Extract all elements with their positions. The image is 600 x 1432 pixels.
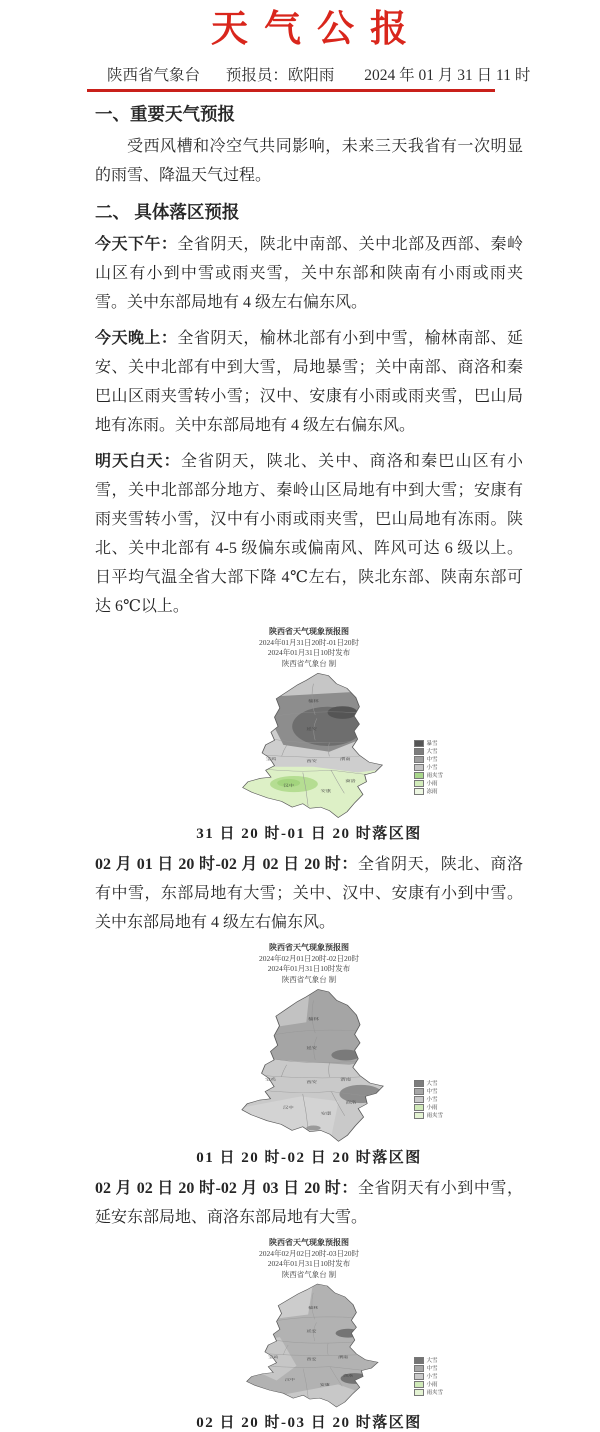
map3-header [95, 1238, 523, 1280]
legend-item [414, 1104, 443, 1111]
legend-label: 小雪 [426, 1096, 438, 1103]
legend-swatch [414, 1088, 424, 1095]
city-label: 榆林 [308, 1016, 319, 1021]
legend-item [414, 1381, 443, 1388]
section1-body: 受西风槽和冷空气共同影响，未来三天我省有一次明显的雨雪、降温天气过程。 [95, 138, 523, 184]
map2-legend [414, 1080, 443, 1119]
legend-item [414, 748, 443, 755]
legend-swatch [414, 1389, 424, 1396]
legend-item [414, 756, 443, 763]
city-label: 安康 [320, 789, 332, 793]
legend-swatch [414, 1112, 424, 1119]
forecaster-name: 预报员：欧阳雨 [225, 67, 335, 84]
legend-swatch [414, 780, 424, 787]
shaanxi-map-2 [224, 987, 394, 1145]
map2-credit: 陕西省气象台 制 [281, 974, 337, 984]
legend-swatch [414, 1357, 424, 1364]
city-label: 西安 [306, 1356, 317, 1361]
map2-title: 陕西省天气现象预报图 [269, 943, 349, 952]
map1-header [95, 627, 523, 669]
city-label: 安康 [320, 1111, 332, 1116]
forecast-paragraph-tonight [95, 324, 523, 440]
city-label: 商洛 [343, 1373, 354, 1378]
shaanxi-map-1 [225, 671, 393, 821]
legend-label: 大雪 [426, 1080, 438, 1087]
legend-swatch [414, 748, 424, 755]
legend-swatch [414, 1104, 424, 1111]
issue-datetime: 2024 年 01 月 31 日 11 时 [364, 67, 531, 84]
city-label: 渭南 [339, 756, 351, 761]
map1-title: 陕西省天气现象预报图 [269, 627, 349, 636]
weather-map-figure-1 [95, 627, 523, 843]
legend-swatch [414, 740, 424, 747]
paragraph-text: 全省阴天，陕北、关中、商洛和秦巴山区有小雪，关中北部部分地方、秦岭山区局地有中到大雪；安康有雨夹雪转小雪，汉中有小雨或雨夹雪，巴山局地有冻雨。陕北、关中北部有 4-5 级偏东或偏南风、阵风可达 6 级以上。日平均气温全省大部下降 4℃左右，陕北东部、陕南东部可达 6℃以上。 [95, 453, 523, 615]
legend-swatch [414, 764, 424, 771]
paragraph-text: 全省阴天有小到中雪，延安东部局地、商洛东部局地有大雪。 [95, 1180, 523, 1226]
map3-caption: 02 日 20 时-03 日 20 时落区图 [196, 1415, 422, 1431]
map1-credit: 陕西省气象台 制 [281, 658, 337, 668]
paragraph-lead: 明天白天： [95, 453, 181, 470]
city-label: 汉中 [283, 783, 294, 788]
paragraph-text: 全省阴天，陕北中南部、关中北部及西部、秦岭山区有小到中雪或雨夹雪，关中东部和陕南有小雨或雨夹雪。关中东部局地有 4 级左右偏东风。 [95, 236, 523, 311]
section1-heading: 一、重要天气预报 [95, 104, 235, 124]
legend-item [414, 1088, 443, 1095]
paragraph-text: 全省阴天，陕北、商洛有中雪，东部局地有大雪；关中、汉中、安康有小到中雪。关中东部局地有 4 级左右偏东风。 [95, 856, 523, 931]
forecast-paragraph-day3 [95, 1174, 523, 1232]
map1-caption: 31 日 20 时-01 日 20 时落区图 [196, 826, 422, 842]
legend-label: 小雨 [426, 1381, 438, 1388]
legend-swatch [414, 1365, 424, 1372]
legend-item [414, 1389, 443, 1396]
map2-header [95, 943, 523, 985]
map1-period: 2024年01月31日20时-01日20时 [259, 637, 359, 647]
paragraph-lead: 今天晚上： [95, 330, 178, 347]
city-label: 西安 [306, 759, 317, 763]
paragraph-lead: 今天下午： [95, 236, 178, 253]
map3-credit: 陕西省气象台 制 [281, 1269, 337, 1279]
legend-item [414, 1357, 443, 1364]
city-label: 延安 [306, 1329, 317, 1333]
station-name: 陕西省气象台 [107, 67, 201, 84]
map3-legend [414, 1357, 443, 1396]
map2-caption: 01 日 20 时-02 日 20 时落区图 [196, 1150, 422, 1166]
city-label: 延安 [306, 1045, 318, 1050]
city-label: 榆林 [308, 699, 319, 703]
red-divider [87, 89, 495, 92]
map2-period: 2024年02月01日20时-02日20时 [259, 953, 359, 963]
paragraph-text: 全省阴天，榆林北部有小到中雪，榆林南部、延安、关中北部有中到大雪，局地暴雪；关中南部、商洛和秦巴山区雨夹雪转小雪；汉中、安康有小雨或雨夹雪，巴山局地有冻雨。关中东部局地有 4 级左右偏东风。 [95, 330, 523, 434]
legend-item [414, 772, 443, 779]
bulletin-meta [95, 63, 531, 85]
legend-item [414, 788, 443, 795]
legend-item [414, 740, 443, 747]
legend-item [414, 1112, 443, 1119]
city-label: 汉中 [284, 1377, 295, 1382]
legend-label: 中雪 [426, 1088, 438, 1095]
section2-heading: 二、 具体落区预报 [95, 202, 240, 222]
map2-issued: 2024年01月31日10时发布 [267, 964, 351, 973]
paragraph-lead: 02 月 02 日 20 时-02 月 03 日 20 时： [95, 1180, 358, 1197]
legend-label: 小雪 [426, 764, 438, 771]
legend-label: 暴雪 [426, 740, 438, 747]
city-label: 宝鸡 [268, 1354, 279, 1359]
legend-swatch [414, 1080, 424, 1087]
city-label: 宝鸡 [265, 1077, 276, 1082]
legend-label: 中雪 [426, 1365, 438, 1372]
legend-label: 大雪 [426, 1357, 438, 1364]
legend-swatch [414, 1096, 424, 1103]
legend-swatch [414, 1373, 424, 1380]
legend-item [414, 1096, 443, 1103]
legend-label: 雨夹雪 [426, 1112, 443, 1119]
legend-label: 大雪 [426, 748, 438, 755]
legend-swatch [414, 1381, 424, 1388]
map1-issued: 2024年01月31日10时发布 [267, 648, 351, 657]
map2-canvas [159, 987, 459, 1145]
legend-label: 小雨 [426, 1104, 438, 1111]
legend-label: 中雪 [426, 756, 438, 763]
legend-label: 雨夹雪 [426, 1389, 443, 1396]
legend-label: 小雨 [426, 780, 438, 787]
city-label: 宝鸡 [265, 756, 277, 761]
legend-label: 雨夹雪 [426, 772, 443, 779]
city-label: 商洛 [345, 778, 356, 783]
city-label: 延安 [306, 726, 317, 731]
legend-item [414, 1080, 443, 1087]
forecast-paragraph-tomorrow [95, 447, 523, 621]
weather-map-figure-3 [95, 1238, 523, 1432]
legend-swatch [414, 772, 424, 779]
legend-swatch [414, 788, 424, 795]
city-label: 榆林 [308, 1305, 319, 1310]
weather-map-figure-2 [95, 943, 523, 1167]
map3-issued: 2024年01月31日10时发布 [267, 1259, 351, 1268]
city-label: 汉中 [283, 1105, 294, 1110]
legend-item [414, 1365, 443, 1372]
legend-swatch [414, 756, 424, 763]
shaanxi-map-3 [230, 1282, 388, 1410]
city-label: 西安 [306, 1079, 318, 1084]
legend-item [414, 1373, 443, 1380]
map3-title: 陕西省天气现象预报图 [269, 1238, 349, 1247]
forecast-paragraph-afternoon [95, 230, 523, 317]
legend-label: 小雪 [426, 1373, 438, 1380]
forecast-paragraph-day2 [95, 850, 523, 937]
city-label: 商洛 [345, 1100, 357, 1105]
map1-canvas [159, 671, 459, 821]
city-label: 渭南 [340, 1077, 352, 1082]
map1-legend [414, 740, 443, 795]
page-title: 天气公报 [211, 9, 423, 50]
legend-label: 冻雨 [426, 788, 438, 795]
map3-period: 2024年02月02日20时-03日20时 [259, 1248, 359, 1258]
paragraph-lead: 02 月 01 日 20 时-02 月 02 日 20 时： [95, 856, 358, 873]
city-label: 安康 [319, 1382, 330, 1387]
legend-item [414, 764, 443, 771]
city-label: 渭南 [338, 1354, 349, 1359]
legend-item [414, 780, 443, 787]
map3-canvas [159, 1282, 459, 1410]
